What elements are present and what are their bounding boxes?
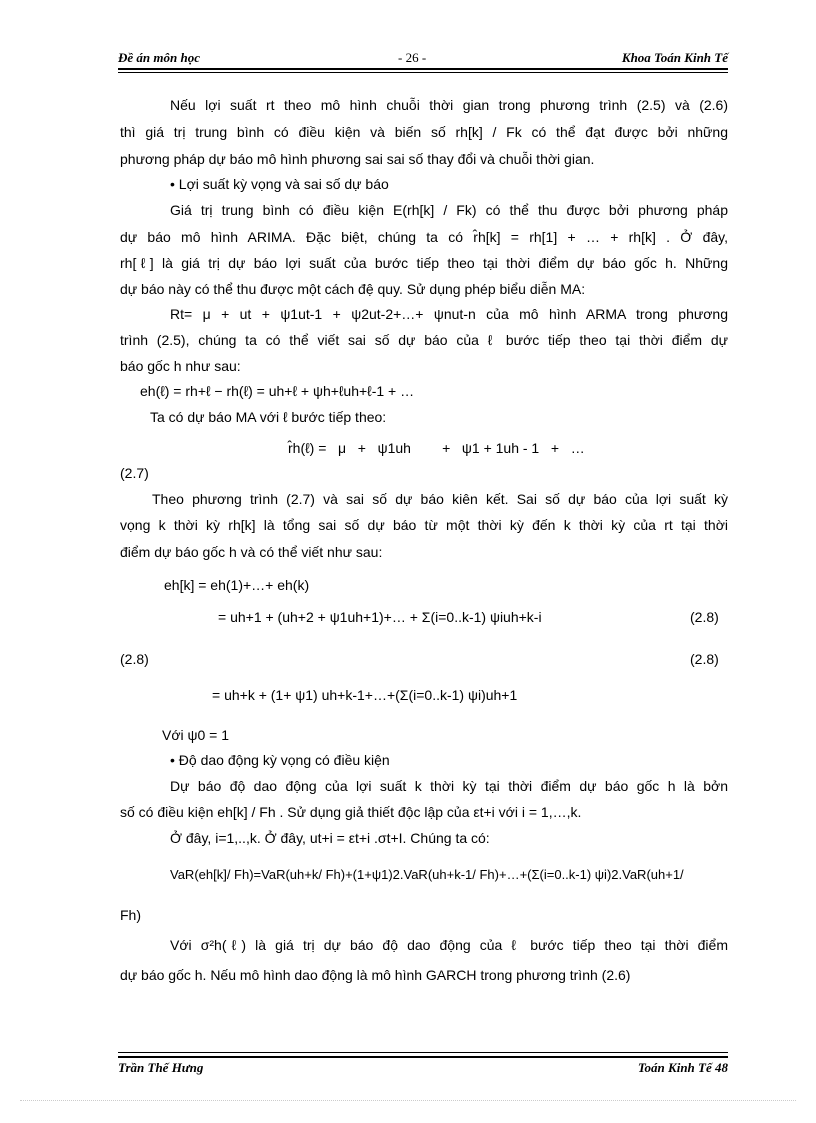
footer-rule-thin [118,1052,728,1053]
text-line: Với ψ0 = 1 [162,727,230,743]
bullet-heading: • Lợi suất kỳ vọng và sai số dự báo [170,176,389,192]
equation: = uh+1 + (uh+2 + ψ1uh+1)+… + Σ(i=0..k-1) ψiuh+k-i [218,609,542,625]
text-line: Giá trị trung bình có điều kiện E(rh[k] / Fk) có thể thu được bởi phương pháp [170,202,728,218]
text-line: dự báo mô hình ARIMA. Đặc biệt, chúng ta có r̂h[k] = rh[1] + … + rh[k] . Ở đây, [120,229,728,245]
text-line: dự báo gốc h. Nếu mô hình dao động là mô hình GARCH trong phương trình (2.6) [120,967,631,983]
header-course-title: Đề án môn học [118,50,200,65]
text-line: Fh) [120,907,141,923]
text-line: thì giá trị trung bình có điều kiện và biến số rh[k] / Fk có thể đạt được bởi những [120,124,728,140]
text-line: số có điều kiện eh[k] / Fh . Sử dụng giả thiết độc lập của εt+i với i = 1,…,k. [120,804,582,820]
page-bottom-divider [20,1100,796,1101]
text-line: trình (2.5), chúng ta có thể viết sai số dự báo của ℓ bước tiếp theo tại thời điểm dự [120,332,728,348]
text-line: rh[ℓ] là giá trị dự báo lợi suất của bước tiếp theo tại thời điểm dự báo gốc h. Những [120,255,728,271]
header-page-number: - 26 - [398,50,427,65]
footer-author: Trần Thế Hưng [118,1060,204,1075]
equation-number: (2.8) [690,609,719,625]
text-line: Ta có dự báo MA với ℓ bước tiếp theo: [150,409,387,425]
bullet-heading: • Độ dao động kỳ vọng có điều kiện [170,752,390,768]
header-department: Khoa Toán Kinh Tế [621,50,728,65]
equation-number: (2.8) [690,651,719,667]
header-rule-thin [118,72,728,73]
equation: eh(ℓ) = rh+ℓ − rh(ℓ) = uh+ℓ + ψh+ℓuh+ℓ-1 + … [140,383,415,399]
equation: r̂h(ℓ) = μ + ψ1uh + ψ1 + 1uh - 1 + … [288,440,585,456]
header-rule [118,68,728,70]
text-line: Theo phương trình (2.7) và sai số dự báo kiên kết. Sai số dự báo của lợi suất kỳ [152,491,728,507]
equation: VaR(eh[k]/ Fh)=VaR(uh+k/ Fh)+(1+ψ1)2.VaR(uh+k-1/ Fh)+…+(Σ(i=0..k-1) ψi)2.VaR(uh+1/ [170,867,684,882]
text-line: vọng k thời kỳ rh[k] là tổng sai số dự báo từ một thời kỳ đến k thời kỳ của rt tại thời [120,517,728,533]
page-footer [118,1060,728,1078]
text-line: Rt= μ + ut + ψ1ut-1 + ψ2ut-2+…+ ψnut-n của mô hình ARMA trong phương [170,306,728,322]
text-line: điểm dự báo gốc h và có thể viết như sau: [120,544,383,560]
footer-class: Toán Kinh Tế 48 [637,1060,728,1075]
equation-number: (2.7) [120,465,149,481]
text-line: Nếu lợi suất rt theo mô hình chuỗi thời gian trong phương trình (2.5) và (2.6) [170,97,728,113]
text-line: Với σ²h(ℓ) là giá trị dự báo độ dao động của ℓ bước tiếp theo tại thời điểm [170,937,728,953]
page-header [118,50,728,68]
text-line: Ở đây, i=1,..,k. Ở đây, ut+i = εt+i .σt+I. Chúng ta có: [170,830,490,846]
equation: eh[k] = eh(1)+…+ eh(k) [164,577,310,593]
text-line: phương pháp dự báo mô hình phương sai sai số thay đổi và chuỗi thời gian. [120,151,595,167]
text-line: Dự báo độ dao động của lợi suất k thời kỳ tại thời điểm dự báo gốc h là bởn [170,778,728,794]
text-line: báo gốc h như sau: [120,358,241,374]
text-line: dự báo này có thể thu được một cách đệ quy. Sử dụng phép biểu diễn MA: [120,281,586,297]
equation-number: (2.8) [120,651,149,667]
equation: = uh+k + (1+ ψ1) uh+k-1+…+(Σ(i=0..k-1) ψi)uh+1 [212,687,518,703]
footer-rule [118,1056,728,1058]
